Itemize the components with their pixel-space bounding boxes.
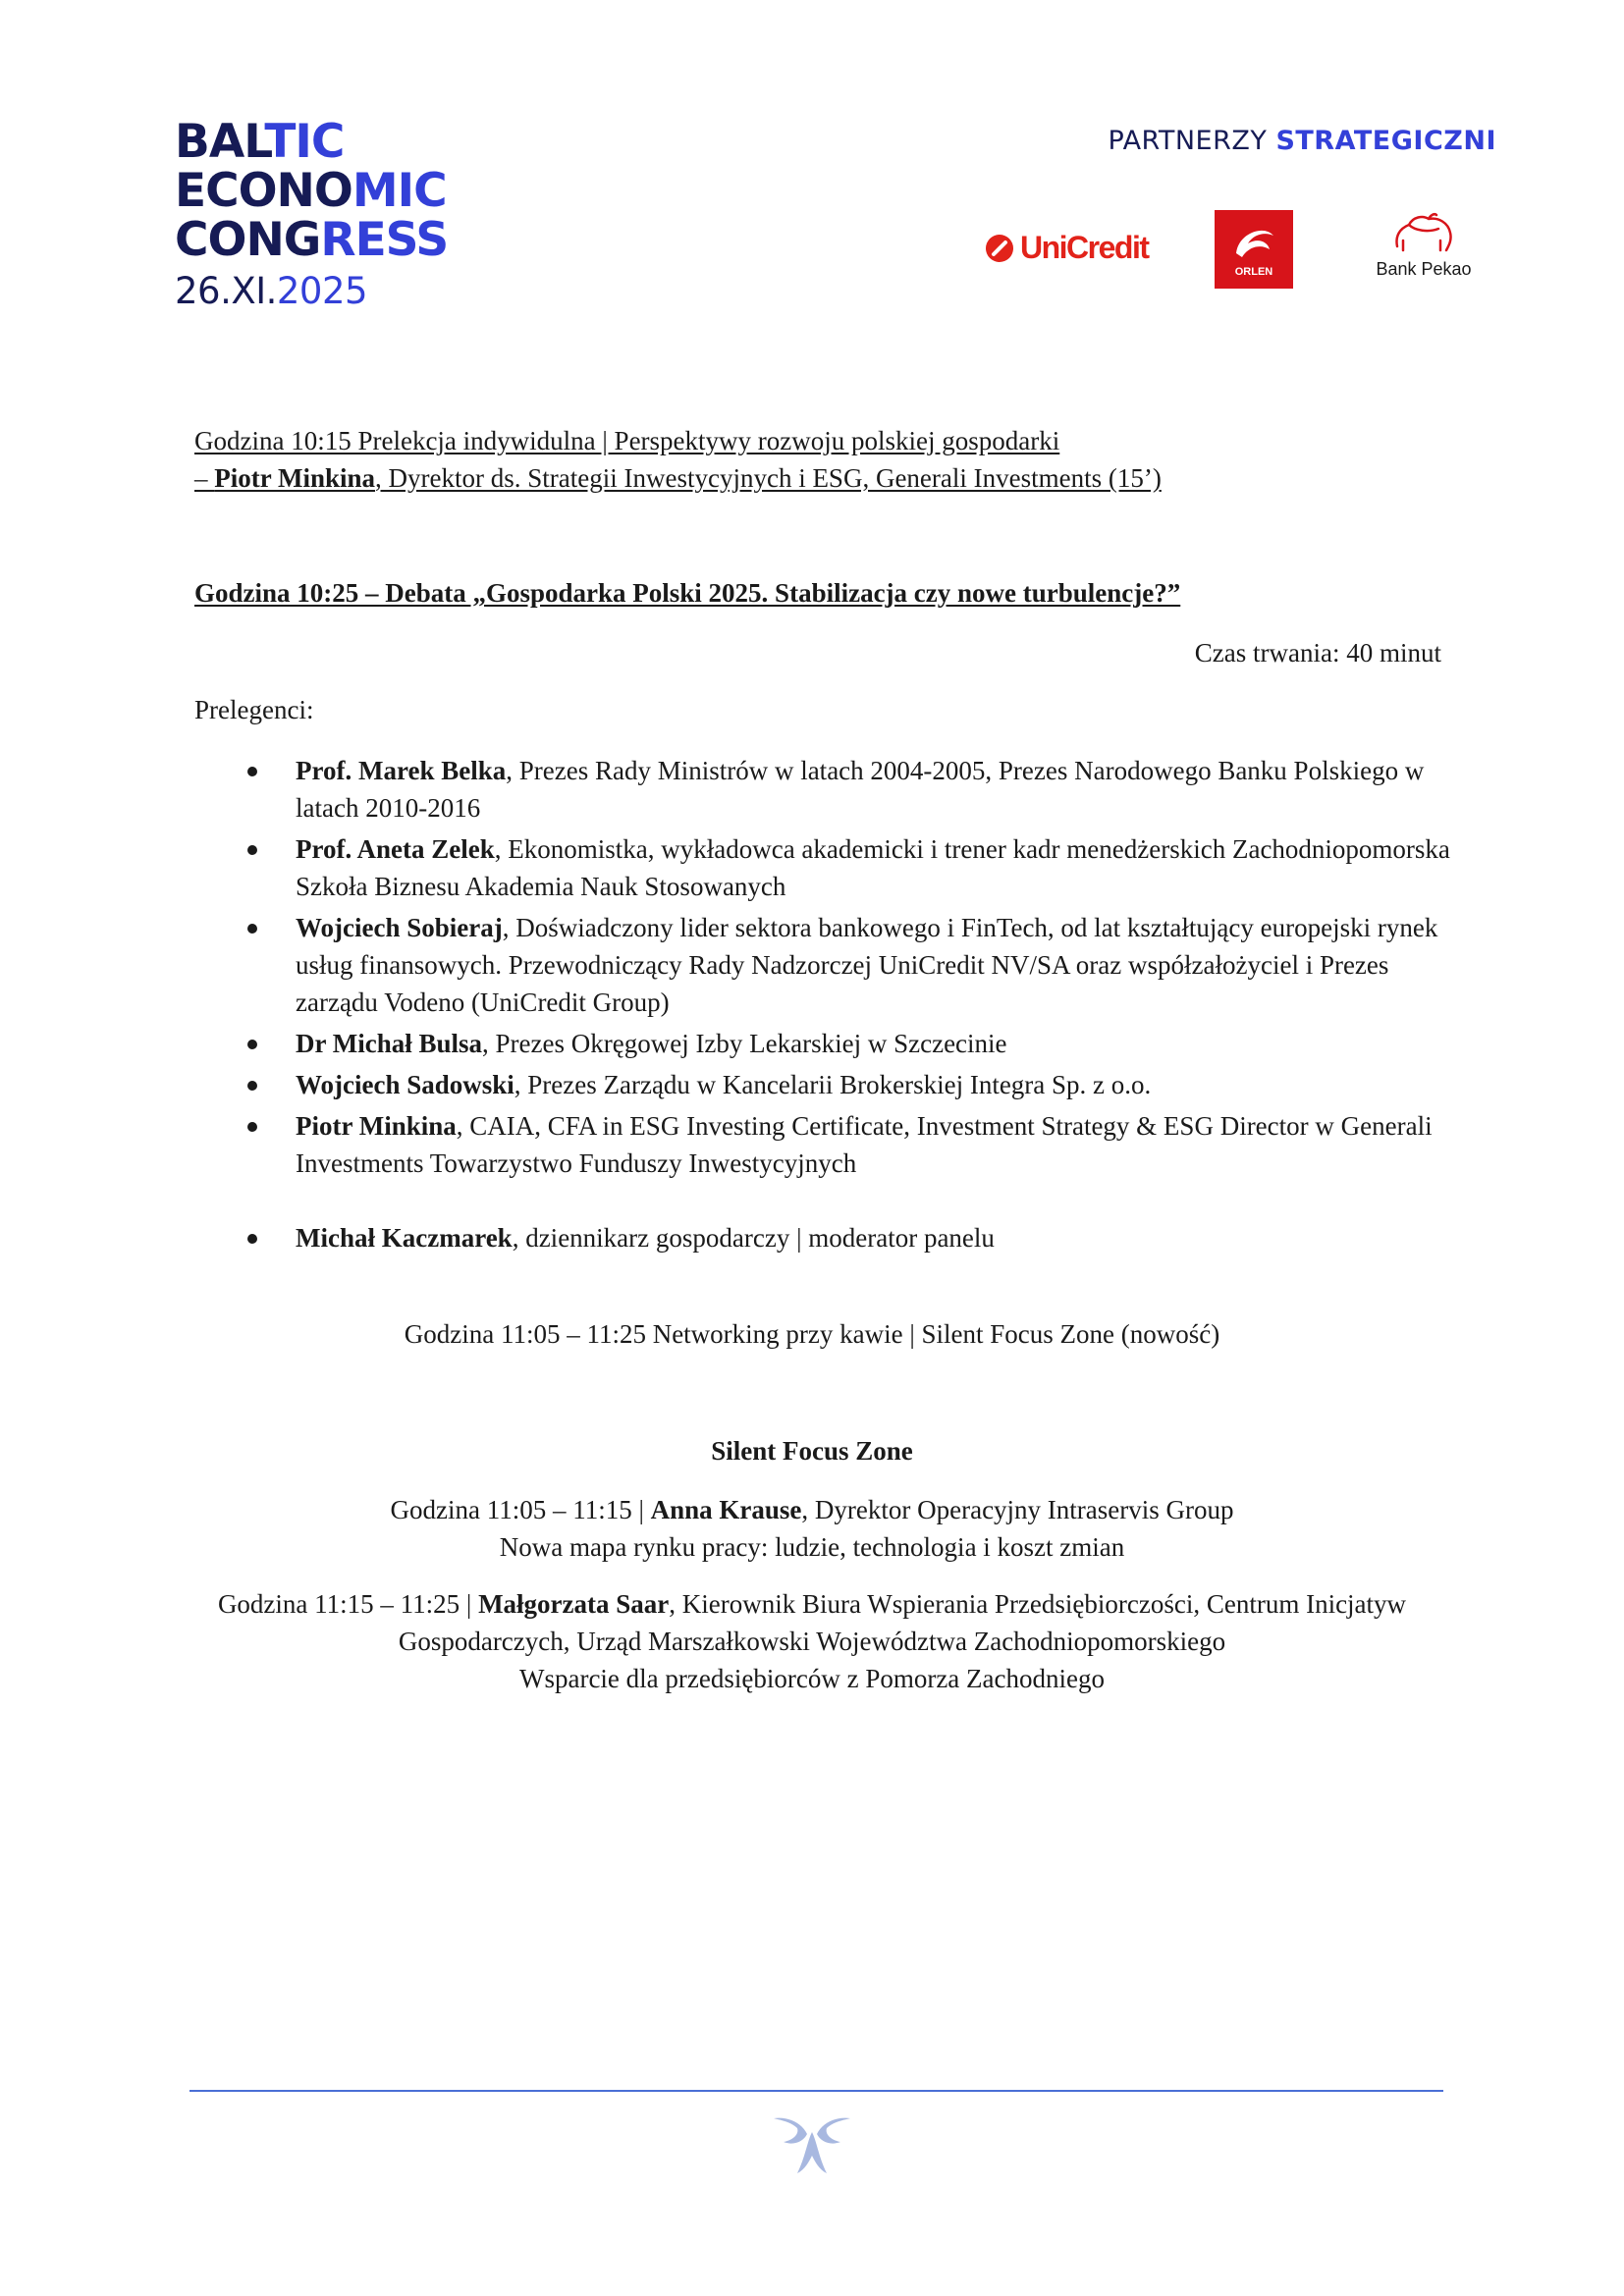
- speakers-list: [244, 752, 1451, 1260]
- speaker-item: Prof. Marek Belka, Prezes Rady Ministrów w latach 2004-2005, Prezes Narodowego Banku Polskiego w latach 2010-2016: [244, 752, 1451, 827]
- logo-line: CONGRESS: [175, 213, 449, 267]
- session1-speaker: Piotr Minkina: [214, 463, 376, 493]
- unicredit-logo: UniCredit: [985, 230, 1149, 266]
- networking-line: Godzina 11:05 – 11:25 Networking przy kawie | Silent Focus Zone (nowość): [404, 1319, 1220, 1349]
- logo-line: BALTIC: [175, 115, 345, 169]
- session1-title: Godzina 10:15 Prelekcja indywidulna | Perspektywy rozwoju polskiej gospodarki – Piotr Minkina, Dyrektor ds. Strategii Inwestycyjnych i ESG, Generali Investments (15’): [194, 426, 1162, 493]
- footer-divider: [189, 2090, 1443, 2092]
- speaker-item: Wojciech Sadowski, Prezes Zarządu w Kancelarii Brokerskiej Integra Sp. z o.o.: [244, 1066, 1451, 1103]
- orlen-logo: [1215, 210, 1293, 289]
- focus-zone-title: Silent Focus Zone: [711, 1436, 913, 1466]
- debate-duration: Czas trwania: 40 minut: [1194, 638, 1441, 667]
- unicredit-icon: [985, 234, 1014, 263]
- partners-heading: PARTNERZY STRATEGICZNI: [1108, 126, 1496, 156]
- bison-icon: [1389, 211, 1458, 254]
- focus-zone-item: Godzina 11:05 – 11:15 | Anna Krause, Dyrektor Operacyjny Intraservis Group Nowa mapa rynku pracy: ludzie, technologia i koszt zmian: [390, 1495, 1234, 1562]
- speaker-item: Wojciech Sobieraj, Doświadczony lider sektora bankowego i FinTech, od lat kształtujący europejski rynek usług finansowych. Przewodniczący Rady Nadzorczej UniCredit NV/SA oraz współzałożyciel i Prezes zarządu Vodeno (UniCredit Group): [244, 909, 1451, 1021]
- speaker-item: Prof. Aneta Zelek, Ekonomistka, wykładowca akademicki i trener kadr menedżerskich Zachodniopomorska Szkoła Biznesu Akademia Nauk Stosowanych: [244, 830, 1451, 905]
- speaker-item: Piotr Minkina, CAIA, CFA in ESG Investing Certificate, Investment Strategy & ESG Director w Generali Investments Towarzystwo Funduszy Inwestycyjnych: [244, 1107, 1451, 1182]
- logo-line: ECONOMIC: [175, 164, 447, 218]
- bank-pekao-name: Bank Pekao: [1376, 259, 1472, 279]
- svg-text:ORLEN: ORLEN: [1234, 266, 1273, 278]
- debate-title: Godzina 10:25 – Debata „Gospodarka Polski 2025. Stabilizacja czy nowe turbulencje?”: [194, 578, 1181, 608]
- event-date: 26.XI.2025: [175, 270, 368, 312]
- orlen-eagle-icon: [1215, 210, 1293, 289]
- event-logo: [175, 115, 449, 318]
- bird-emblem-icon: [770, 2112, 854, 2181]
- focus-zone-item: Godzina 11:15 – 11:25 | Małgorzata Saar, Kierownik Biura Wspierania Przedsiębiorczości, Centrum Inicjatyw Gospodarczych, Urząd Marszałkowski Województwa Zachodniopomorskiego Wsparcie dla przedsiębiorców z Pomorza Zachodniego: [217, 1589, 1407, 1693]
- moderator-item: Michał Kaczmarek, dziennikarz gospodarczy | moderator panelu: [244, 1219, 1451, 1256]
- speaker-item: Dr Michał Bulsa, Prezes Okręgowej Izby Lekarskiej w Szczecinie: [244, 1025, 1451, 1062]
- bank-pekao-logo: [1370, 211, 1478, 280]
- speakers-label: Prelegenci:: [194, 695, 314, 724]
